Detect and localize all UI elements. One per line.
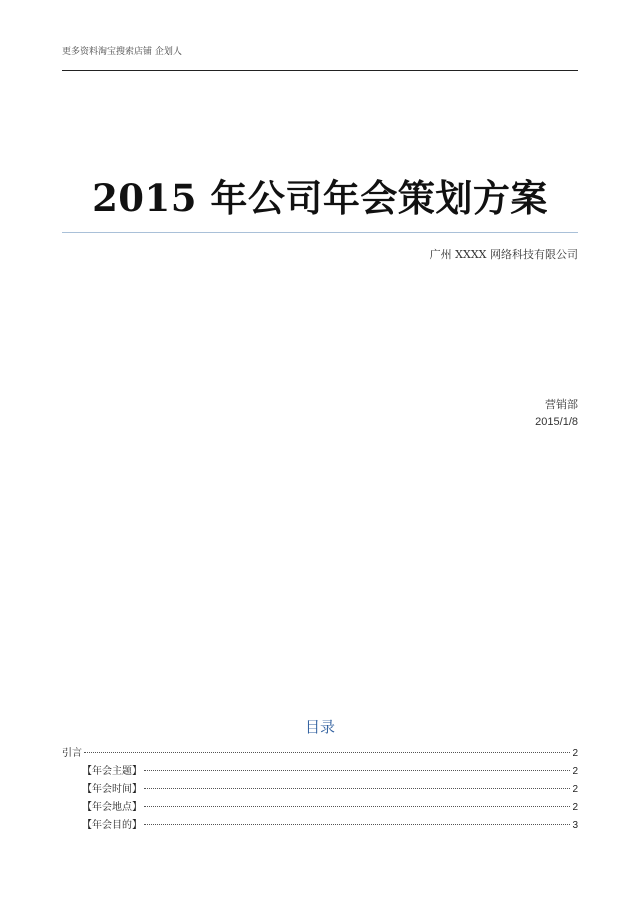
toc-entry-label: 【年会时间】 bbox=[82, 784, 142, 795]
title-divider bbox=[62, 232, 578, 233]
department-name: 营销部 bbox=[545, 398, 578, 411]
toc-entry-theme[interactable] bbox=[62, 762, 578, 780]
toc-dot-leader bbox=[144, 824, 570, 825]
toc-dot-leader bbox=[144, 806, 570, 807]
document-title: 2015 年公司年会策划方案 bbox=[92, 176, 548, 220]
toc-entry-page: 2 bbox=[572, 784, 578, 795]
toc-entry-page: 3 bbox=[572, 820, 578, 831]
toc-entry-introduction[interactable] bbox=[62, 744, 578, 762]
toc-entry-page: 2 bbox=[572, 802, 578, 813]
toc-heading: 目录 bbox=[304, 718, 335, 736]
header-divider bbox=[62, 70, 578, 71]
toc-dot-leader bbox=[84, 752, 570, 753]
document-date: 2015/1/8 bbox=[535, 416, 578, 428]
toc-dot-leader bbox=[144, 770, 570, 771]
table-of-contents bbox=[62, 744, 578, 834]
toc-dot-leader bbox=[144, 788, 570, 789]
page-header-text: 更多资料淘宝搜索店铺 企划人 bbox=[62, 47, 182, 57]
toc-entry-location[interactable] bbox=[62, 798, 578, 816]
toc-entry-purpose[interactable] bbox=[62, 816, 578, 834]
toc-entry-label: 【年会目的】 bbox=[82, 820, 142, 831]
toc-entry-label: 【年会主题】 bbox=[82, 766, 142, 777]
toc-entry-time[interactable] bbox=[62, 780, 578, 798]
toc-entry-page: 2 bbox=[572, 748, 578, 759]
company-name: 广州 XXXX 网络科技有限公司 bbox=[429, 248, 578, 261]
toc-entry-page: 2 bbox=[572, 766, 578, 777]
toc-entry-label: 引言 bbox=[62, 748, 82, 759]
toc-entry-label: 【年会地点】 bbox=[82, 802, 142, 813]
